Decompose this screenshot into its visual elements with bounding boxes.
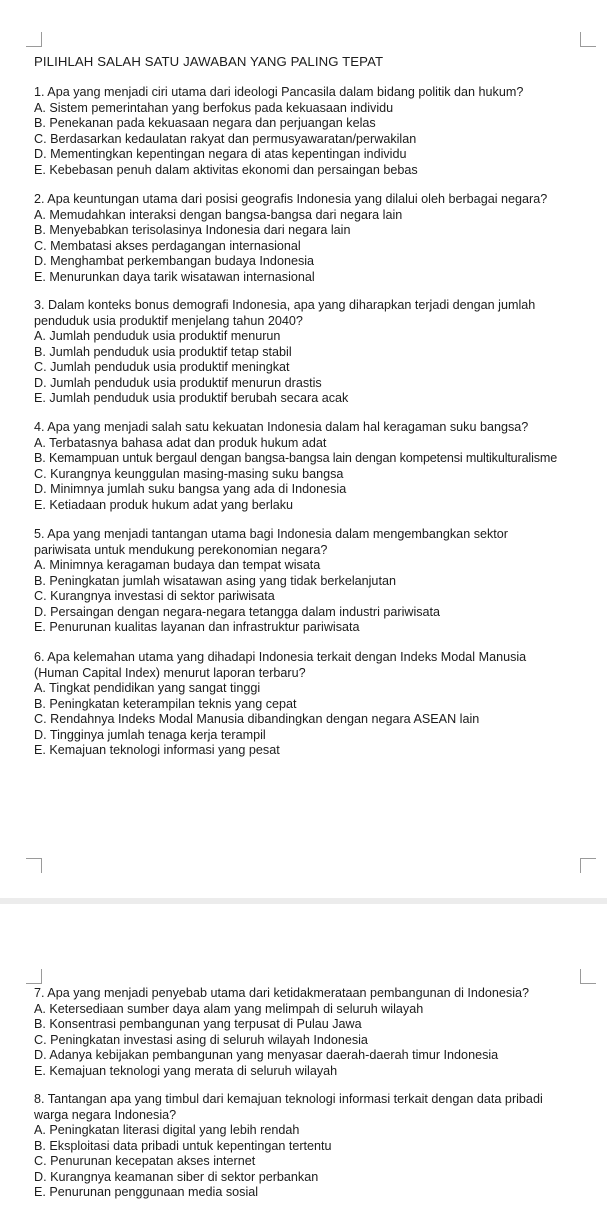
question-7 xyxy=(34,986,603,1079)
crop-mark xyxy=(26,46,42,47)
option-b[interactable]: B. Peningkatan keterampilan teknis yang cepat xyxy=(34,696,297,711)
crop-mark xyxy=(580,983,596,984)
question-8 xyxy=(34,1092,603,1201)
page-title: PILIHLAH SALAH SATU JAWABAN YANG PALING TEPAT xyxy=(34,54,384,69)
option-a[interactable]: A. Ketersediaan sumber daya alam yang melimpah di seluruh wilayah xyxy=(34,1001,424,1016)
option-e[interactable]: E. Menurunkan daya tarik wisatawan internasional xyxy=(34,269,315,284)
option-c[interactable]: C. Rendahnya Indeks Modal Manusia dibandingkan dengan negara ASEAN lain xyxy=(34,712,480,726)
option-a[interactable]: A. Tingkat pendidikan yang sangat tinggi xyxy=(34,681,261,695)
option-a[interactable]: A. Terbatasnya bahasa adat dan produk hukum adat xyxy=(34,435,327,450)
question-6 xyxy=(34,650,603,759)
option-a[interactable]: A. Memudahkan interaksi dengan bangsa-bangsa dari negara lain xyxy=(34,207,403,222)
option-e[interactable]: E. Kemajuan teknologi yang merata di seluruh wilayah xyxy=(34,1063,338,1078)
option-b[interactable]: B. Konsentrasi pembangunan yang terpusat di Pulau Jawa xyxy=(34,1017,362,1031)
option-d[interactable]: D. Mementingkan kepentingan negara di atas kepentingan individu xyxy=(34,147,407,161)
crop-mark xyxy=(26,983,42,984)
crop-mark xyxy=(41,969,42,984)
question-text: 8. Tantangan apa yang timbul dari kemajuan teknologi informasi terkait dengan data pribadi warga negara Indonesia? xyxy=(34,1092,543,1122)
option-b[interactable]: B. Menyebabkan terisolasinya Indonesia dari negara lain xyxy=(34,223,351,237)
option-a[interactable]: A. Peningkatan literasi digital yang lebih rendah xyxy=(34,1123,300,1137)
option-c[interactable]: C. Jumlah penduduk usia produktif meningkat xyxy=(34,360,290,374)
option-d[interactable]: D. Menghambat perkembangan budaya Indonesia xyxy=(34,254,315,268)
option-e[interactable]: E. Kemajuan teknologi informasi yang pesat xyxy=(34,743,280,757)
option-c[interactable]: C. Penurunan kecepatan akses internet xyxy=(34,1154,256,1168)
option-a[interactable]: A. Sistem pemerintahan yang berfokus pada kekuasaan individu xyxy=(34,100,394,115)
crop-mark xyxy=(580,969,581,984)
option-b[interactable]: B. Kemampuan untuk bergaul dengan bangsa-bangsa lain dengan kompetensi multikulturalisme xyxy=(34,451,558,465)
question-text: 2. Apa keuntungan utama dari posisi geografis Indonesia yang dilalui oleh berbagai negara? xyxy=(34,192,548,206)
option-c[interactable]: C. Peningkatan investasi asing di seluruh wilayah Indonesia xyxy=(34,1032,368,1047)
crop-mark xyxy=(26,858,42,859)
option-e[interactable]: E. Ketiadaan produk hukum adat yang berlaku xyxy=(34,497,294,512)
option-b[interactable]: B. Peningkatan jumlah wisatawan asing yang tidak berkelanjutan xyxy=(34,573,396,588)
question-text: 7. Apa yang menjadi penyebab utama dari ketidakmerataan pembangunan di Indonesia? xyxy=(34,986,530,1000)
option-d[interactable]: D. Jumlah penduduk usia produktif menurun drastis xyxy=(34,375,322,390)
question-text: 3. Dalam konteks bonus demografi Indonesia, apa yang diharapkan terjadi dengan jumlah penduduk usia produktif menjelang tahun 2040? xyxy=(34,298,536,328)
option-a[interactable]: A. Minimnya keragaman budaya dan tempat wisata xyxy=(34,558,321,572)
question-4 xyxy=(34,420,603,513)
option-d[interactable]: D. Minimnya jumlah suku bangsa yang ada di Indonesia xyxy=(34,482,347,496)
option-c[interactable]: C. Berdasarkan kedaulatan rakyat dan permusyawaratan/perwakilan xyxy=(34,131,417,146)
option-d[interactable]: D. Persaingan dengan negara-negara tetangga dalam industri pariwisata xyxy=(34,604,441,619)
crop-mark xyxy=(41,858,42,873)
option-d[interactable]: D. Tingginya jumlah tenaga kerja terampil xyxy=(34,727,266,742)
crop-mark xyxy=(580,46,596,47)
option-d[interactable]: D. Kurangnya keamanan siber di sektor perbankan xyxy=(34,1169,319,1184)
option-e[interactable]: E. Penurunan penggunaan media sosial xyxy=(34,1185,259,1199)
option-c[interactable]: C. Membatasi akses perdagangan internasional xyxy=(34,238,301,253)
question-text: 4. Apa yang menjadi salah satu kekuatan Indonesia dalam hal keragaman suku bangsa? xyxy=(34,420,529,434)
option-a[interactable]: A. Jumlah penduduk usia produktif menurun xyxy=(34,329,281,343)
option-d[interactable]: D. Adanya kebijakan pembangunan yang menyasar daerah-daerah timur Indonesia xyxy=(34,1048,499,1062)
option-e[interactable]: E. Kebebasan penuh dalam aktivitas ekonomi dan persaingan bebas xyxy=(34,162,418,177)
question-5 xyxy=(34,527,603,636)
question-2 xyxy=(34,192,603,285)
option-b[interactable]: B. Eksploitasi data pribadi untuk kepentingan tertentu xyxy=(34,1138,332,1153)
question-1 xyxy=(34,85,603,178)
question-text: 6. Apa kelemahan utama yang dihadapi Indonesia terkait dengan Indeks Modal Manusia (Human Capital Index) menurut laporan terbaru? xyxy=(34,650,527,680)
option-c[interactable]: C. Kurangnya keunggulan masing-masing suku bangsa xyxy=(34,466,344,481)
crop-mark xyxy=(41,32,42,47)
option-b[interactable]: B. Penekanan pada kekuasaan negara dan perjuangan kelas xyxy=(34,116,376,130)
option-e[interactable]: E. Penurunan kualitas layanan dan infrastruktur pariwisata xyxy=(34,620,360,634)
option-c[interactable]: C. Kurangnya investasi di sektor pariwisata xyxy=(34,589,275,603)
question-text: 5. Apa yang menjadi tantangan utama bagi Indonesia dalam mengembangkan sektor pariwisata untuk mendukung perekonomian negara? xyxy=(34,527,508,557)
crop-mark xyxy=(580,858,596,859)
question-text: 1. Apa yang menjadi ciri utama dari ideologi Pancasila dalam bidang politik dan hukum? xyxy=(34,85,524,99)
crop-mark xyxy=(580,858,581,873)
option-b[interactable]: B. Jumlah penduduk usia produktif tetap stabil xyxy=(34,344,292,359)
crop-mark xyxy=(580,32,581,47)
option-e[interactable]: E. Jumlah penduduk usia produktif berubah secara acak xyxy=(34,391,349,405)
page-2 xyxy=(0,904,607,1225)
question-3 xyxy=(34,298,603,407)
